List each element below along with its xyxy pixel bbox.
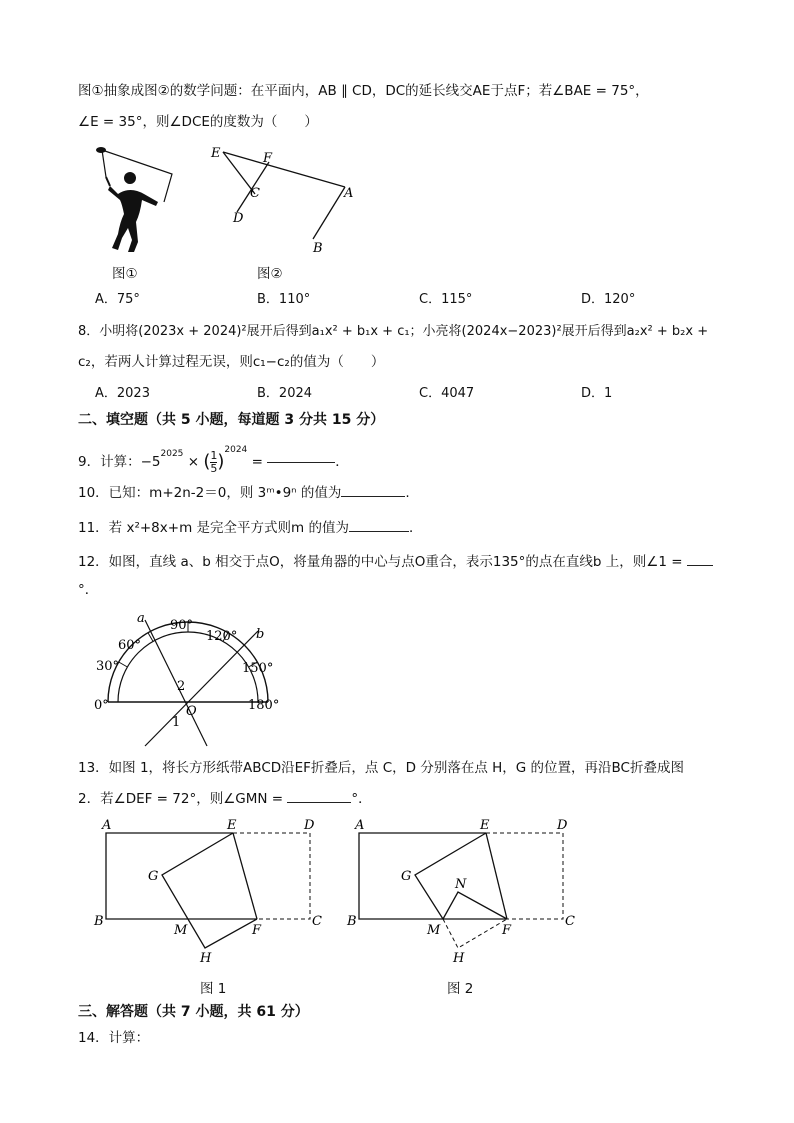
fig2-label-N: N [455,877,467,892]
q12-line2: °． [78,582,99,598]
q9-answer-blank[interactable] [267,462,335,463]
q9-frac-denominator: 5 [210,461,218,475]
q11-answer-blank[interactable] [349,531,409,532]
q7-option-d: D．120° [581,292,636,307]
q9-times: × [183,454,204,470]
q7-option-c: C．115° [419,292,473,307]
fig2-label-D: D [557,818,568,833]
segment-EA [223,152,345,187]
q7-line2: ∠E = 35°，则∠DCE的度数为（ ） [78,114,318,130]
fig2-label-E: E [480,818,490,833]
label-2: 2 [177,679,186,694]
q10-answer-blank[interactable] [341,496,405,497]
q8-option-b: B．2024 [257,386,313,401]
q13-fig1-caption: 图 1 [200,981,227,997]
q8-option-a: A．2023 [95,386,150,401]
label-B: B [313,241,323,256]
q8-line1: 8．小明将(2023x + 2024)²展开后得到a₁x² + b₁x + c₁；小亮将(2024x−2023)²展开后得到a₂x² + b₂x + [78,324,709,339]
fig1-label-A: A [102,818,112,833]
label-C: C [250,186,260,201]
label-0: 0° [94,698,109,713]
q12-line1 [78,552,713,572]
label-90: 90° [170,618,194,633]
q12-answer-blank[interactable] [687,565,713,566]
q10-line [78,483,410,503]
rect-left-top [106,833,257,919]
fig2-label-G: G [401,869,412,884]
q11-end: ． [408,520,423,536]
q9-line: 9．计算：$-5^{2025}$ × ( $\frac{1}{5}$ )$^{2024}$ = ． [78,445,349,475]
q9-equals: = [247,454,268,470]
label-180: 180° [248,698,280,713]
fig2-label-C: C [565,914,575,929]
fig1-label-C: C [312,914,322,929]
label-A: A [344,186,354,201]
section2-heading: 二、填空题（共 5 小题，每道题 3 分共 15 分） [78,412,385,428]
q7-option-b: B．110° [257,292,311,307]
q9-exponent2: 2024 [224,445,248,455]
fig2-label-F: F [502,923,512,938]
fig1-label-G: G [148,869,159,884]
q7-fig2-caption: 图② [257,266,283,282]
fig2-label-H: H [453,951,465,966]
q13-line2-text: 2．若∠DEF = 72°，则∠GMN = [78,791,284,807]
fig2-label-A: A [355,818,365,833]
label-E: E [211,146,221,161]
q9-end: ． [335,454,349,470]
label-1: 1 [172,715,181,730]
fold-line-EF [486,833,507,919]
q9-prefix: 9．计算：−5 [78,454,161,470]
segment-AB [313,187,345,239]
q8-option-c: C．4047 [419,386,475,401]
q12-protractor-diagram [90,608,290,748]
label-F: F [263,151,273,166]
q8-line2: c₂，若两人计算过程无误，则c₁−c₂的值为（ ） [78,354,385,370]
q7-option-a: A．75° [95,292,140,307]
fig1-label-E: E [227,818,237,833]
fig1-label-D: D [304,818,315,833]
refolded-flap-N [443,892,507,919]
label-120: 120° [206,629,238,644]
q9-exponent1: 2025 [160,449,184,459]
label-150: 150° [242,661,274,676]
label-a: a [137,611,145,626]
fig1-label-F: F [252,923,262,938]
q7-fig1-caption: 图① [112,266,138,282]
label-30: 30° [96,659,120,674]
q12-text: 12．如图，直线 a、b 相交于点O，将量角器的中心与点O重合，表示135°的点在直线b 上，则∠1 = [78,554,683,570]
rect2-right-dashed [486,833,563,919]
q14-line: 14．计算： [78,1030,150,1046]
q7-figure1-rope-skipper [92,142,177,257]
fig1-label-B: B [94,914,104,929]
fig1-label-H: H [200,951,212,966]
q8-option-d: D．1 [581,386,613,401]
q13-end: °． [351,791,372,807]
label-D: D [233,211,244,226]
fig2-label-M: M [427,923,441,938]
label-60: 60° [118,638,142,653]
q7-line1: 图①抽象成图②的数学问题：在平面内，AB ∥ CD，DC的延长线交AE于点F；若∠BAE = 75°， [78,83,649,99]
fig2-label-B: B [347,914,357,929]
dashed-flap-H [443,919,507,948]
q13-line2 [78,789,372,809]
q7-figure2-diagram [205,142,365,257]
section3-heading: 三、解答题（共 7 小题，共 61 分） [78,1004,309,1020]
q13-answer-blank[interactable] [287,802,351,803]
q13-figure2-diagram [345,815,585,975]
label-b: b [256,627,265,642]
label-O: O [186,704,197,719]
q13-fig2-caption: 图 2 [447,981,474,997]
q11-line [78,518,422,538]
q13-line1: 13．如图 1，将长方形纸带ABCD沿EF折叠后，点 C，D 分别落在点 H，G 的位置，再沿BC折叠成图 [78,760,684,776]
fig1-label-M: M [174,923,188,938]
q11-text: 11．若 x²+8x+m 是完全平方式则m 的值为 [78,520,349,536]
fold-line-EF [233,833,257,919]
q10-end: . [405,485,410,501]
q10-text: 10．已知：m+2n-2＝0，则 3ᵐ•9ⁿ 的值为 [78,485,342,501]
q9-frac-numerator: 1 [210,448,218,462]
line-b [145,631,258,746]
q13-figure1-diagram [92,815,332,975]
